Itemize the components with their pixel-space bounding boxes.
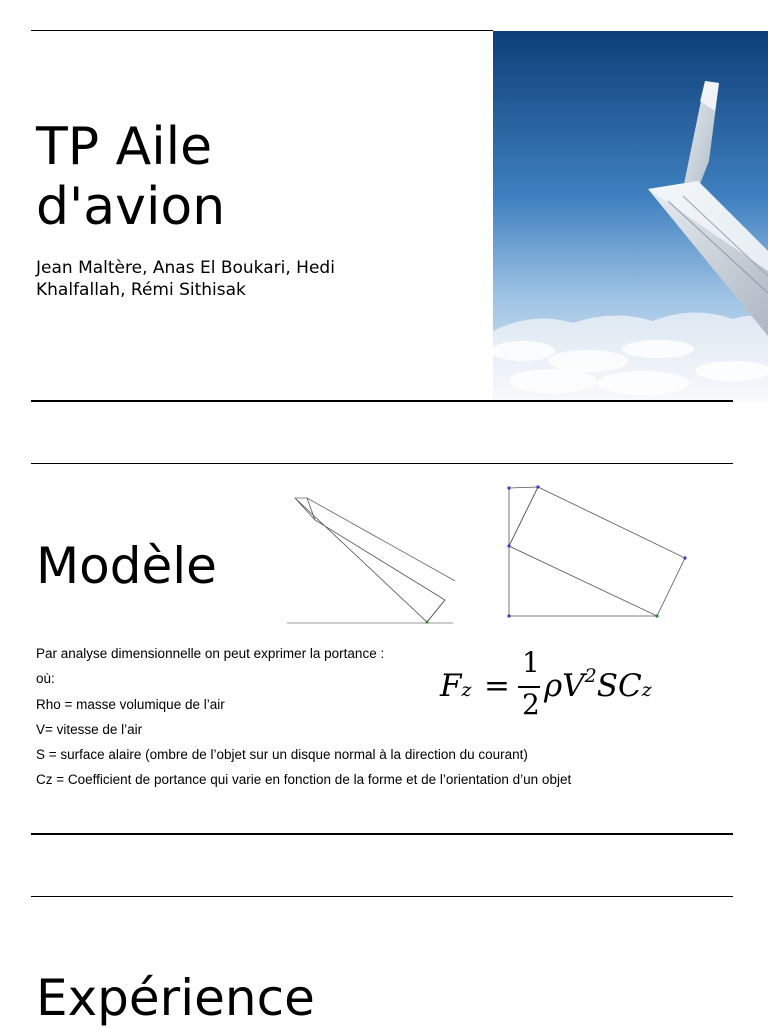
title-line-1: TP Aile <box>36 117 213 177</box>
formula-c-subscript: z <box>641 679 652 701</box>
formula-f: F <box>440 668 462 704</box>
description-line: Cz = Coefficient de portance qui varie en fonction de la forme et de l’orientation d’un objet <box>36 772 572 788</box>
formula-rho: ρ <box>544 668 563 704</box>
formula-c: C <box>617 668 642 704</box>
formula-v: V <box>562 668 585 704</box>
airplane-wing-photo <box>493 31 768 401</box>
inclined-block-diagram <box>285 490 455 626</box>
lift-formula <box>438 646 668 724</box>
formula-f-subscript: z <box>461 679 472 701</box>
authors <box>36 257 456 301</box>
formula-numerator: 1 <box>522 646 540 679</box>
slide1-top-divider <box>31 30 493 31</box>
formula-denominator: 2 <box>522 688 540 721</box>
formula-s: S <box>596 668 618 704</box>
slide3-top-divider <box>31 896 733 897</box>
slide2-title: Modèle <box>36 537 217 595</box>
description-line: Rho = masse volumique de l’air <box>36 696 225 712</box>
description-line: où: <box>36 671 55 687</box>
slide1-bottom-divider <box>31 400 733 402</box>
description-line: V= vitesse de l’air <box>36 721 143 737</box>
slide3-title: Expérience <box>36 969 315 1027</box>
formula-v-exponent: 2 <box>584 665 597 687</box>
title-slide-title <box>36 117 225 237</box>
formula-lhs <box>440 668 472 704</box>
formula-rhs <box>544 665 652 704</box>
authors-line-2: Khalfallah, Rémi Sithisak <box>36 280 246 300</box>
slide2-bottom-divider <box>31 833 733 835</box>
authors-line-1: Jean Maltère, Anas El Boukari, Hedi <box>36 258 335 278</box>
description-line: S = surface alaire (ombre de l’objet sur un disque normal à la direction du courant) <box>36 747 528 763</box>
geometry-construction-diagram <box>497 478 687 640</box>
slide2-top-divider <box>31 463 733 464</box>
description-line: Par analyse dimensionnelle on peut exprimer la portance : <box>36 646 385 661</box>
title-line-2: d'avion <box>36 177 226 237</box>
formula-equals: = <box>484 668 510 704</box>
